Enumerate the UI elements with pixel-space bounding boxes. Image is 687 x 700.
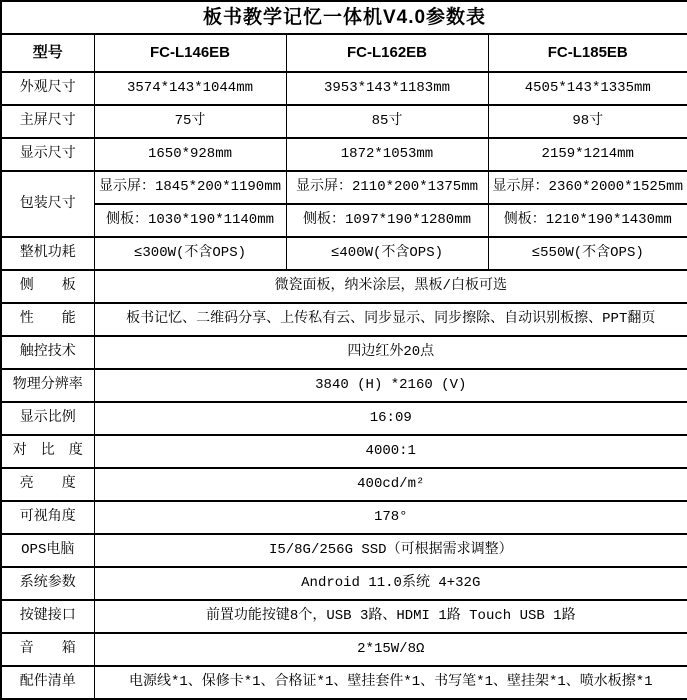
spec-value: ≤300W(不含OPS) xyxy=(94,237,286,270)
spec-value: 板书记忆、二维码分享、上传私有云、同步显示、同步擦除、自动识别板擦、PPT翻页 xyxy=(94,303,687,336)
row-label: 对 比 度 xyxy=(1,435,94,468)
spec-row-touch-tech xyxy=(1,336,687,369)
model-name: FC-L162EB xyxy=(286,34,488,72)
row-label: 性 能 xyxy=(1,303,94,336)
spec-value: 4000:1 xyxy=(94,435,687,468)
spec-row-ops-computer xyxy=(1,534,687,567)
spec-value: 微瓷面板，纳米涂层，黑板/白板可选 xyxy=(94,270,687,303)
row-label: OPS电脑 xyxy=(1,534,94,567)
spec-value: 3840 (H) *2160 (V) xyxy=(94,369,687,402)
spec-value: 侧板：1210*190*1430mm xyxy=(488,204,687,237)
row-label: 系统参数 xyxy=(1,567,94,600)
spec-value: 4505*143*1335mm xyxy=(488,72,687,105)
row-label: 可视角度 xyxy=(1,501,94,534)
spec-row-buttons-ports xyxy=(1,600,687,633)
spec-value: 3574*143*1044mm xyxy=(94,72,286,105)
spec-row-display-size xyxy=(1,138,687,171)
spec-row-brightness xyxy=(1,468,687,501)
spec-value: ≤550W(不含OPS) xyxy=(488,237,687,270)
spec-row-packaging-side xyxy=(1,204,687,237)
spec-value: 400cd/m² xyxy=(94,468,687,501)
row-label: 亮 度 xyxy=(1,468,94,501)
spec-value: 98寸 xyxy=(488,105,687,138)
spec-row-power xyxy=(1,237,687,270)
spec-row-exterior-size xyxy=(1,72,687,105)
spec-row-screen-size xyxy=(1,105,687,138)
spec-value: 85寸 xyxy=(286,105,488,138)
spec-value: 75寸 xyxy=(94,105,286,138)
spec-value: 2*15W/8Ω xyxy=(94,633,687,666)
spec-value: 四边红外20点 xyxy=(94,336,687,369)
spec-row-side-panel xyxy=(1,270,687,303)
spec-value: 3953*143*1183mm xyxy=(286,72,488,105)
spec-value: 前置功能按键8个，USB 3路、HDMI 1路 Touch USB 1路 xyxy=(94,600,687,633)
model-name: FC-L146EB xyxy=(94,34,286,72)
row-label: 按键接口 xyxy=(1,600,94,633)
row-label: 物理分辨率 xyxy=(1,369,94,402)
spec-value: 178° xyxy=(94,501,687,534)
spec-value: 显示屏：2110*200*1375mm xyxy=(286,171,488,204)
spec-row-viewing-angle xyxy=(1,501,687,534)
spec-row-resolution xyxy=(1,369,687,402)
model-row-label: 型号 xyxy=(1,34,94,72)
row-label: 主屏尺寸 xyxy=(1,105,94,138)
spec-row-system-params xyxy=(1,567,687,600)
spec-value: ≤400W(不含OPS) xyxy=(286,237,488,270)
model-header-row xyxy=(1,34,687,72)
spec-value: 侧板：1030*190*1140mm xyxy=(94,204,286,237)
title-row xyxy=(1,1,687,34)
row-label: 显示比例 xyxy=(1,402,94,435)
spec-row-speaker xyxy=(1,633,687,666)
spec-row-aspect-ratio xyxy=(1,402,687,435)
spec-value: 16:09 xyxy=(94,402,687,435)
spec-value: 显示屏：1845*200*1190mm xyxy=(94,171,286,204)
row-label: 触控技术 xyxy=(1,336,94,369)
spec-row-features xyxy=(1,303,687,336)
spec-value: 侧板：1097*190*1280mm xyxy=(286,204,488,237)
spec-value: 1650*928mm xyxy=(94,138,286,171)
spec-value: 2159*1214mm xyxy=(488,138,687,171)
row-label: 外观尺寸 xyxy=(1,72,94,105)
row-label: 配件清单 xyxy=(1,666,94,699)
spec-row-packaging-display xyxy=(1,171,687,204)
spec-value: I5/8G/256G SSD（可根据需求调整） xyxy=(94,534,687,567)
row-label: 音 箱 xyxy=(1,633,94,666)
spec-value: Android 11.0系统 4+32G xyxy=(94,567,687,600)
spec-row-contrast xyxy=(1,435,687,468)
spec-row-accessories xyxy=(1,666,687,699)
spec-value: 电源线*1、保修卡*1、合格证*1、壁挂套件*1、书写笔*1、壁挂架*1、喷水板擦*1 xyxy=(94,666,687,699)
row-label: 整机功耗 xyxy=(1,237,94,270)
page-title: 板书教学记忆一体机V4.0参数表 xyxy=(1,1,687,34)
row-label: 显示尺寸 xyxy=(1,138,94,171)
model-name: FC-L185EB xyxy=(488,34,687,72)
row-label: 包装尺寸 xyxy=(1,171,94,237)
spec-value: 1872*1053mm xyxy=(286,138,488,171)
spec-value: 显示屏：2360*2000*1525mm xyxy=(488,171,687,204)
row-label: 侧 板 xyxy=(1,270,94,303)
